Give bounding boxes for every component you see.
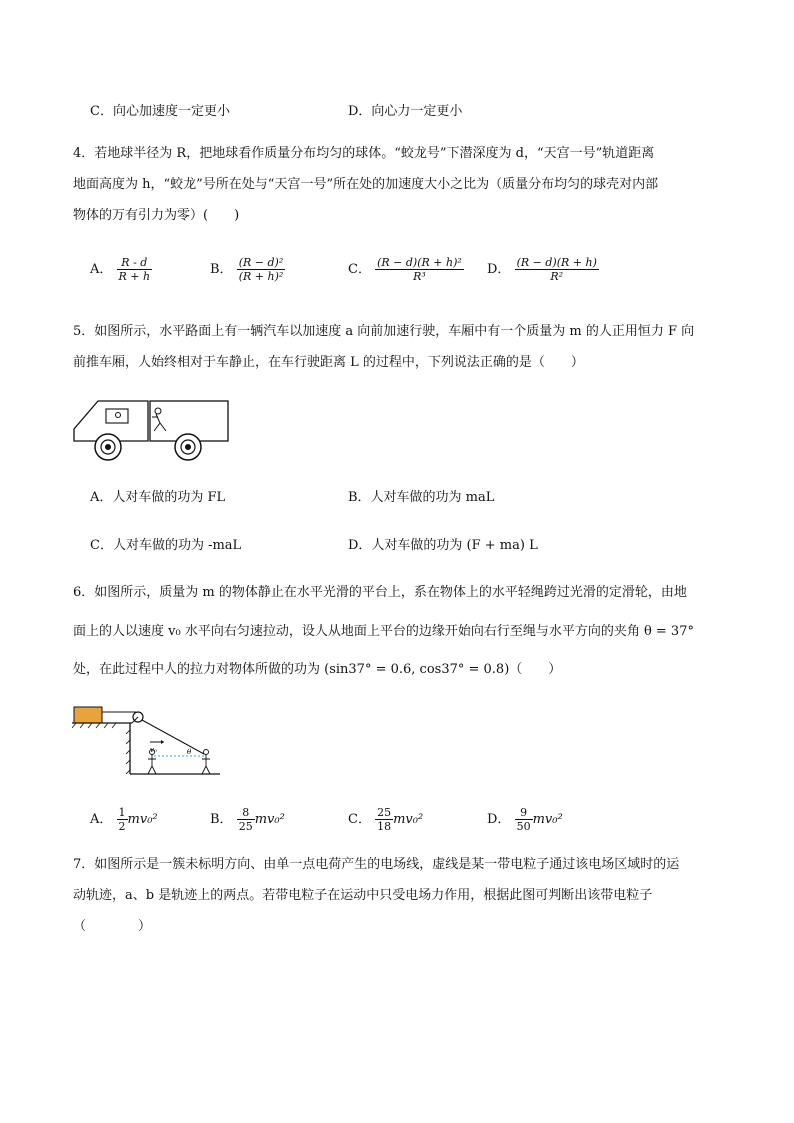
q5-option-c: C．人对车做的功为 -maL xyxy=(90,538,242,553)
q5-stem-line1: 5．如图所示，水平路面上有一辆汽车以加速度 a 向前加速行驶，车厢中有一个质量为 m 的人正用恒力 F 向 xyxy=(73,324,695,339)
q5-option-a: A．人对车做的功为 FL xyxy=(90,490,226,505)
q7-stem-line3: （ ） xyxy=(73,919,152,934)
q4-option-d: D． $\frac{(R - d)(R + h)}{\text{R²}}$ xyxy=(487,256,597,283)
q6-option-d: D． $\frac{9}{50}$ mv₀² xyxy=(487,806,563,833)
q4-stem-line3: 物体的万有引力为零）( ) xyxy=(73,208,240,223)
q7-stem-line2: 动轨迹，a、b 是轨迹上的两点。若带电粒子在运动中只受电场力作用，根据此图可判断出该带电粒子 xyxy=(73,888,653,903)
arrow-right-icon xyxy=(161,740,164,744)
q4-stem-line2: 地面高度为 h，“蛟龙”号所在处与“天宫一号”所在处的加速度大小之比为（质量分布均匀的球壳对内部 xyxy=(73,177,659,192)
driver-icon xyxy=(116,413,121,418)
truck-figure xyxy=(70,395,232,465)
q4-option-a: A． $\frac{R - d}{R + h}$ xyxy=(90,256,151,283)
q4-stem-line1: 4．若地球半径为 R，把地球看作质量分布均匀的球体。“蛟龙号”下潜深度为 d，“天宫一号”轨道距离 xyxy=(73,146,655,161)
q6-option-b-fraction: $\frac{8}{25}$ xyxy=(238,806,253,833)
q6-stem-line1: 6．如图所示，质量为 m 的物体静止在水平光滑的平台上，系在物体上的水平轻绳跨过光滑的定滑轮，由地 xyxy=(73,585,687,600)
block-mass xyxy=(74,707,102,723)
fig-theta-label: θ xyxy=(187,748,192,756)
q4-option-a-fraction: $\frac{R - d}{R + h}$ xyxy=(118,256,151,283)
q6-option-b: B． $\frac{8}{25}$ mv₀² xyxy=(210,806,285,833)
q6-option-a-fraction: $\frac{1}{2}$ xyxy=(118,806,126,833)
q6-option-d-fraction: $\frac{9}{50}$ xyxy=(516,806,531,833)
q6-stem-line2: 面上的人以速度 v₀ 水平向右匀速拉动，设人从地面上平台的边缘开始向右行至绳与水平方向的夹角 θ = 37° xyxy=(73,624,694,639)
q4-option-b-fraction: $\frac{\text{(R − d)²}}{\text{(R + h)²}}$ xyxy=(238,256,284,283)
q6-stem-line3: 处，在此过程中人的拉力对物体所做的功为 (sin37° = 0.6, cos37° = 0.8)（ ） xyxy=(73,662,562,677)
fig-v0-label: v₀ xyxy=(150,746,157,754)
person-icon xyxy=(155,408,161,414)
q5-option-b: B．人对车做的功为 maL xyxy=(348,490,495,505)
pulley-figure xyxy=(72,700,222,780)
truck-window xyxy=(106,409,128,423)
q7-stem-line1: 7．如图所示是一簇未标明方向、由单一点电荷产生的电场线，虚线是某一带电粒子通过该电场区域时的运 xyxy=(73,857,680,872)
q3-option-c: C．向心加速度一定更小 xyxy=(90,104,230,119)
person-end-icon xyxy=(204,750,209,755)
q5-stem-line2: 前推车厢，人始终相对于车静止，在车行驶距离 L 的过程中，下列说法正确的是（ ） xyxy=(73,355,584,370)
q6-option-c: C． $\frac{25}{18}$ mv₀² xyxy=(348,806,424,833)
q6-option-c-fraction: $\frac{25}{18}$ xyxy=(377,806,392,833)
q5-option-d: D．人对车做的功为 (F + ma) L xyxy=(348,538,538,553)
q4-option-b: B． $\frac{\text{(R − d)²}}{\text{(R + h)²}}$ xyxy=(210,256,284,283)
q3-option-d: D．向心力一定更小 xyxy=(348,104,463,119)
q4-option-c-fraction: $\frac{\text{(R − d)(R + h)²}}{\text{R³}}$ xyxy=(377,256,462,283)
q6-option-a: A． $\frac{1}{2}$ mv₀² xyxy=(90,806,158,833)
q4-option-c: C． $\frac{\text{(R − d)(R + h)²}}{\text{R³}}$ xyxy=(348,256,462,283)
q4-option-d-fraction: $\frac{(R - d)(R + h)}{\text{R²}}$ xyxy=(516,256,597,283)
